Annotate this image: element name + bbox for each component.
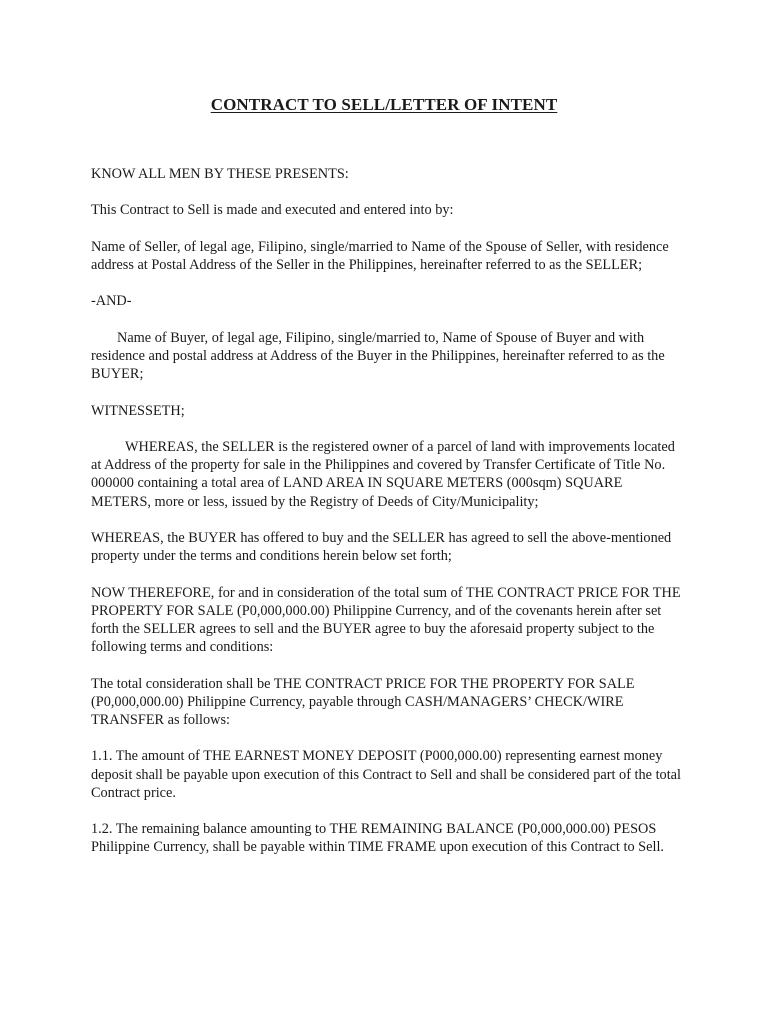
preamble-paragraph: KNOW ALL MEN BY THESE PRESENTS: — [91, 166, 349, 182]
clause-1-1-paragraph: 1.1. The amount of THE EARNEST MONEY DEPOSIT (P000,000.00) representing earnest money deposit shall be payable upon execution of this Contract to Sell and shall be considered part of the total Contract price. — [91, 748, 681, 801]
and-separator: -AND- — [91, 293, 132, 310]
intro-paragraph: This Contract to Sell is made and executed and entered into by: — [91, 202, 454, 219]
buyer-paragraph: Name of Buyer, of legal age, Filipino, single/married to, Name of Spouse of Buyer and with residence and postal address at Address of the Buyer in the Philippines, hereinafter referred to as the BUYER; — [91, 329, 665, 383]
seller-paragraph: Name of Seller, of legal age, Filipino, single/married to Name of the Spouse of Seller, with residence address at Postal Address of the Seller in the Philippines, hereinafter referred to as the SELLER; — [91, 238, 669, 273]
whereas-buyer-paragraph: WHEREAS, the BUYER has offered to buy and the SELLER has agreed to sell the above-mentioned property under the terms and conditions herein below set forth; — [91, 529, 672, 565]
document-body — [91, 165, 683, 875]
document-title-text: CONTRACT TO SELL/LETTER OF INTENT — [210, 95, 558, 114]
witnesseth-heading: WITNESSETH; — [91, 402, 185, 419]
whereas-seller-paragraph: WHEREAS, the SELLER is the registered owner of a parcel of land with improvements located at Address of the property for sale in the Philippines and covered by Transfer Certificate of Title No. 000000 containing a total area of LAND AREA IN SQUARE METERS (000sqm) SQUARE METERS, more or less, issued by the Registry of Deeds of City/Municipality; — [91, 438, 675, 510]
now-therefore-paragraph: NOW THEREFORE, for and in consideration of the total sum of THE CONTRACT PRICE FOR THE PROPERTY FOR SALE (P0,000,000.00) Philippine Currency, and of the covenants herein after set forth the SELLER agrees to sell and the BUYER agree to buy the aforesaid property subject to the following terms and conditions: — [91, 584, 681, 656]
total-consideration-paragraph: The total consideration shall be THE CONTRACT PRICE FOR THE PROPERTY FOR SALE (P0,000,000.00) Philippine Currency, payable through CASH/MANAGERS’ CHECK/WIRE TRANSFER as follows: — [91, 675, 635, 728]
clause-1-2-paragraph: 1.2. The remaining balance amounting to THE REMAINING BALANCE (P0,000,000.00) PESOS Philippine Currency, shall be payable within TIME FRAME upon execution of this Contract to Sell. — [91, 821, 664, 856]
document-title — [0, 94, 768, 116]
